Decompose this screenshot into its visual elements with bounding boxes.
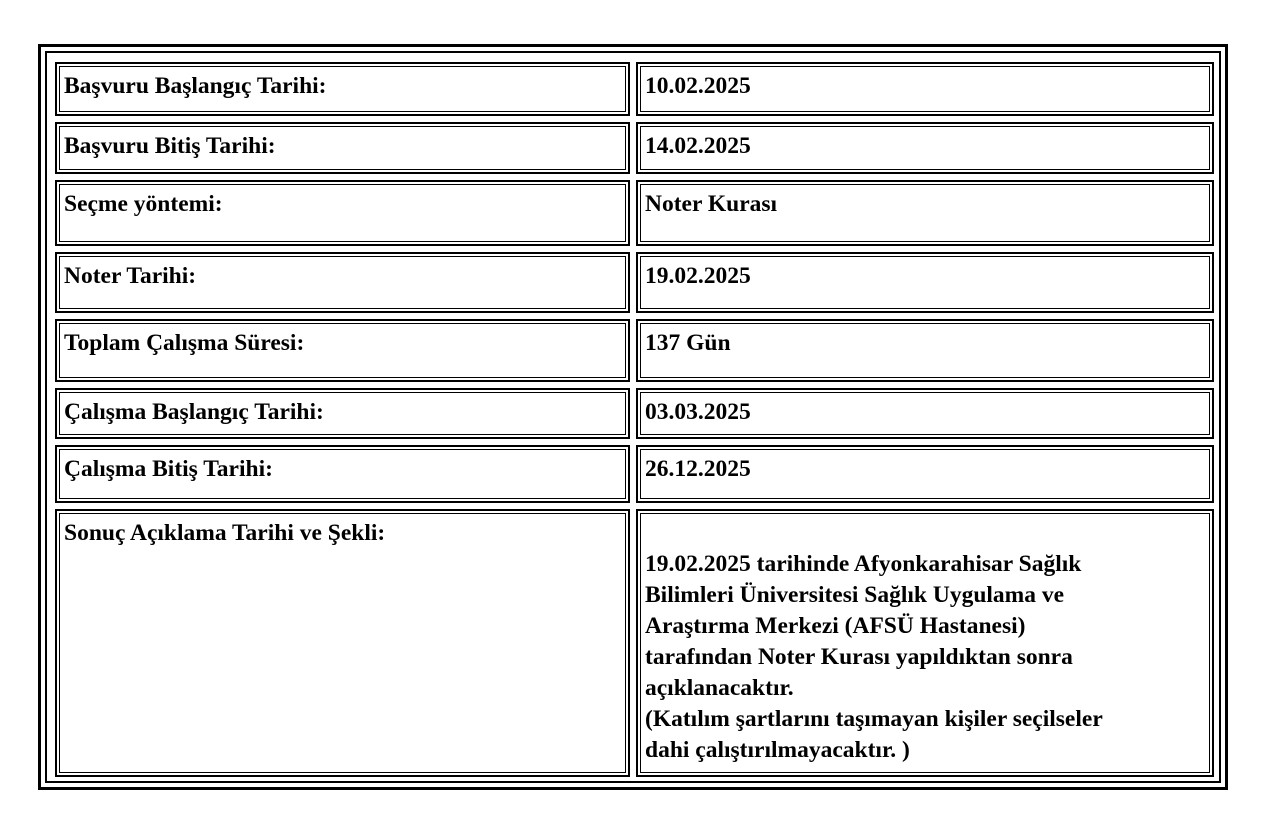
label-noter-tarihi: Noter Tarihi: (59, 256, 626, 309)
label-basvuru-bitis: Başvuru Bitiş Tarihi: (59, 126, 626, 170)
label-calisma-bitis: Çalışma Bitiş Tarihi: (59, 449, 626, 499)
label-toplam-calisma-suresi: Toplam Çalışma Süresi: (59, 323, 626, 378)
label-sonuc-aciklama: Sonuç Açıklama Tarihi ve Şekli: (59, 513, 626, 773)
label-calisma-baslangic: Çalışma Başlangıç Tarihi: (59, 392, 626, 435)
label-basvuru-baslangic: Başvuru Başlangıç Tarihi: (59, 66, 626, 112)
info-table (38, 44, 1228, 790)
value-sonuc-aciklama: 19.02.2025 tarihinde Afyonkarahisar Sağlık Bilimleri Üniversitesi Sağlık Uygulama ve Araştırma Merkezi (AFSÜ Hastanesi) tarafından Noter Kurası yapıldıktan sonra açıklanacaktır. (Katılım şartlarını taşımayan kişiler seçilseler dahi çalıştırılmayacaktır. ) (640, 513, 1210, 773)
label-secme-yontemi: Seçme yöntemi: (59, 184, 626, 242)
value-toplam-calisma-suresi: 137 Gün (640, 323, 1210, 378)
value-secme-yontemi: Noter Kurası (640, 184, 1210, 242)
value-basvuru-bitis: 14.02.2025 (640, 126, 1210, 170)
value-noter-tarihi: 19.02.2025 (640, 256, 1210, 309)
value-basvuru-baslangic: 10.02.2025 (640, 66, 1210, 112)
value-calisma-bitis: 26.12.2025 (640, 449, 1210, 499)
value-calisma-baslangic: 03.03.2025 (640, 392, 1210, 435)
